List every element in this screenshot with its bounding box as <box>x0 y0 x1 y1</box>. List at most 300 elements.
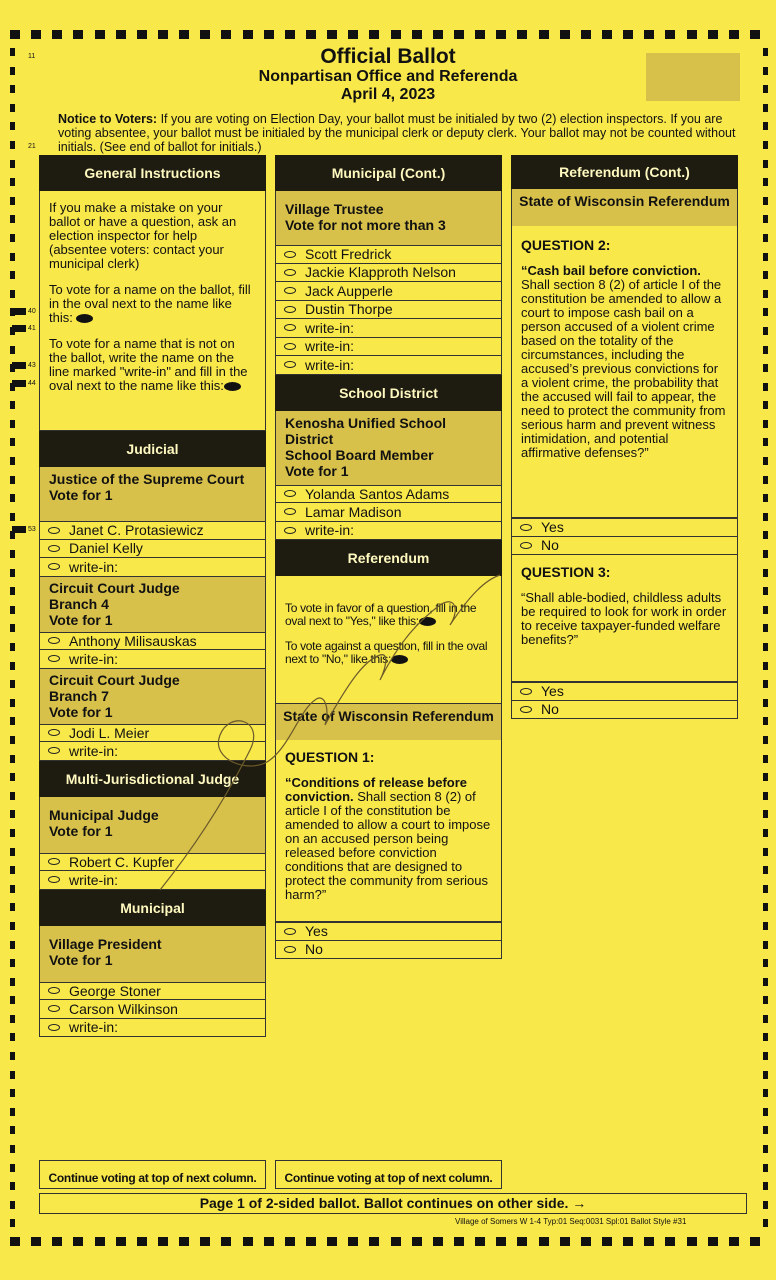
timing-mark <box>763 941 768 949</box>
yes-option[interactable] <box>511 682 738 701</box>
contest-vote-for: Vote for 1 <box>49 487 113 503</box>
oval-icon[interactable] <box>48 858 60 865</box>
timing-mark <box>763 959 768 967</box>
timing-mark <box>10 569 15 577</box>
write-in-option[interactable] <box>39 1019 266 1038</box>
timing-mark <box>763 1201 768 1209</box>
timing-mark <box>10 866 15 874</box>
referendum-state-heading: State of Wisconsin Referendum <box>511 189 738 226</box>
timing-mark <box>10 717 15 725</box>
timing-mark <box>10 1164 15 1172</box>
timing-mark <box>763 1219 768 1227</box>
side-mark <box>12 380 26 387</box>
timing-mark <box>560 1237 570 1246</box>
oval-icon[interactable] <box>284 490 296 497</box>
question-text: Shall section 8 (2) of article I of the constitution be amended to allow a court to impose on an accused person being released before conviction conditions that are designed to protect the community from serious harm?” <box>285 789 491 902</box>
candidate-name: write-in: <box>69 558 119 575</box>
no-option[interactable] <box>275 941 502 960</box>
timing-mark <box>10 587 15 595</box>
candidate-name: Daniel Kelly <box>69 540 143 557</box>
timing-mark <box>10 271 15 279</box>
section-heading: Multi-Jurisdictional Judge <box>39 761 266 797</box>
section-heading: Judicial <box>39 431 266 467</box>
question-text: “Shall able-bodied, childless adults be required to look for work in order to receive taxpayer-funded welfare benefits?” <box>521 590 727 647</box>
timing-mark <box>348 1237 358 1246</box>
timing-mark <box>763 253 768 261</box>
oval-icon[interactable] <box>520 524 532 531</box>
timing-mark <box>433 1237 443 1246</box>
timing-mark <box>763 290 768 298</box>
timing-mark <box>475 1237 485 1246</box>
candidate-name: Carson Wilkinson <box>69 1000 178 1017</box>
oval-icon[interactable] <box>48 876 60 883</box>
timing-mark <box>763 550 768 558</box>
timing-mark <box>763 327 768 335</box>
no-option[interactable] <box>511 537 738 556</box>
timing-mark <box>10 941 15 949</box>
timing-mark <box>644 1237 654 1246</box>
contest-title: Village Trustee <box>285 201 384 217</box>
timing-mark <box>665 30 675 39</box>
page-note: Page 1 of 2-sided ballot. Ballot continues on other side. → <box>39 1193 747 1214</box>
candidate-name: Jack Aupperle <box>305 282 393 299</box>
timing-mark <box>729 30 739 39</box>
contest-header <box>39 467 266 521</box>
timing-mark <box>10 1033 15 1041</box>
timing-mark <box>10 792 15 800</box>
oval-icon[interactable] <box>284 508 296 515</box>
timing-mark <box>763 1033 768 1041</box>
timing-mark <box>763 1164 768 1172</box>
notice-text: If you are voting on Election Day, your ballot must be initialed by two (2) election inspectors. If you are voting absentee, your ballot must be initialed by the municipal clerk or deputy clerk. Your ballot may not be counted without initials. (See end of ballot for initials.) <box>58 112 736 154</box>
timing-mark <box>221 30 231 39</box>
timing-marks-bottom <box>10 1237 760 1246</box>
write-in-option[interactable] <box>39 871 266 890</box>
question-title: QUESTION 3: <box>521 564 611 580</box>
candidate-option[interactable] <box>275 485 502 504</box>
candidate-name: Dustin Thorpe <box>305 301 393 318</box>
timing-marks-left <box>10 48 15 1228</box>
timing-mark <box>73 1237 83 1246</box>
timing-mark <box>158 30 168 39</box>
write-in-option[interactable] <box>39 558 266 577</box>
candidate-option[interactable] <box>275 282 502 301</box>
timing-mark <box>763 104 768 112</box>
timing-mark <box>73 30 83 39</box>
oval-icon[interactable] <box>48 527 60 534</box>
side-mark <box>12 526 26 533</box>
timing-mark <box>10 699 15 707</box>
timing-mark <box>763 271 768 279</box>
column-2 <box>275 155 502 959</box>
write-in-option[interactable] <box>275 356 502 375</box>
timing-mark <box>750 30 760 39</box>
side-number: 44 <box>28 380 36 387</box>
write-in-option[interactable] <box>275 522 502 541</box>
candidate-name: Scott Fredrick <box>305 246 392 263</box>
timing-mark <box>763 810 768 818</box>
timing-mark <box>10 1145 15 1153</box>
timing-mark <box>763 438 768 446</box>
timing-mark <box>10 215 15 223</box>
oval-icon[interactable] <box>520 706 532 713</box>
timing-mark <box>10 160 15 168</box>
timing-mark <box>475 30 485 39</box>
side-number: 53 <box>28 526 36 533</box>
oval-icon[interactable] <box>48 747 60 754</box>
column-1 <box>39 155 266 1037</box>
option-label: Yes <box>541 683 564 700</box>
section-heading: Referendum <box>275 540 502 576</box>
candidate-name: write-in: <box>305 338 355 355</box>
candidate-option[interactable] <box>39 540 266 559</box>
timing-mark <box>763 1089 768 1097</box>
timing-mark <box>10 1182 15 1190</box>
yes-option[interactable] <box>275 922 502 941</box>
timing-mark <box>763 457 768 465</box>
timing-mark <box>10 829 15 837</box>
question-bold: “Conditions of release before conviction. <box>285 775 468 804</box>
yes-option[interactable] <box>511 518 738 537</box>
timing-mark <box>623 30 633 39</box>
timing-mark <box>391 1237 401 1246</box>
timing-mark <box>10 755 15 763</box>
contest-vote-for: Vote for 1 <box>285 462 349 479</box>
question-2-panel <box>511 226 738 518</box>
timing-marks-right <box>763 48 768 1228</box>
timing-mark <box>10 550 15 558</box>
contest-header <box>39 797 266 853</box>
candidate-name: write-in: <box>69 742 119 759</box>
timing-mark <box>763 829 768 837</box>
candidate-option[interactable] <box>39 521 266 540</box>
timing-mark <box>10 1237 20 1246</box>
timing-mark <box>10 122 15 130</box>
candidate-option[interactable] <box>39 724 266 743</box>
timing-mark <box>602 1237 612 1246</box>
question-title: QUESTION 2: <box>521 237 611 253</box>
timing-mark <box>763 160 768 168</box>
candidate-name: write-in: <box>69 1019 119 1036</box>
contest-header <box>275 191 502 245</box>
timing-mark <box>644 30 654 39</box>
oval-icon[interactable] <box>284 306 296 313</box>
timing-mark <box>763 903 768 911</box>
timing-mark <box>10 922 15 930</box>
timing-mark <box>454 30 464 39</box>
timing-mark <box>454 1237 464 1246</box>
timing-mark <box>763 1071 768 1079</box>
timing-mark <box>179 1237 189 1246</box>
timing-mark <box>10 30 20 39</box>
timing-mark <box>285 1237 295 1246</box>
timing-mark <box>496 30 506 39</box>
column-3 <box>511 155 738 719</box>
timing-mark <box>10 197 15 205</box>
timing-mark <box>10 643 15 651</box>
timing-mark <box>285 30 295 39</box>
oval-icon[interactable] <box>520 688 532 695</box>
filled-oval-icon <box>224 382 241 391</box>
oval-icon[interactable] <box>284 251 296 258</box>
contest-vote-for: Vote for 1 <box>49 822 113 839</box>
candidate-name: write-in: <box>305 319 355 336</box>
contest-title: Justice of the Supreme Court <box>49 471 245 487</box>
timing-mark <box>10 810 15 818</box>
timing-mark <box>496 1237 506 1246</box>
timing-mark <box>763 699 768 707</box>
timing-mark <box>95 30 105 39</box>
side-mark <box>12 362 26 369</box>
continue-note: Continue voting at top of next column. <box>275 1160 502 1189</box>
contest-title: Village President <box>49 935 162 952</box>
timing-mark <box>10 978 15 986</box>
timing-mark <box>560 30 570 39</box>
timing-mark <box>665 1237 675 1246</box>
timing-mark <box>10 476 15 484</box>
timing-mark <box>763 476 768 484</box>
oval-icon[interactable] <box>48 729 60 736</box>
candidate-option[interactable] <box>275 264 502 283</box>
timing-mark <box>10 959 15 967</box>
candidate-option[interactable] <box>39 632 266 651</box>
timing-mark <box>10 141 15 149</box>
timing-mark <box>200 30 210 39</box>
timing-mark <box>763 755 768 763</box>
timing-mark <box>539 30 549 39</box>
write-in-option[interactable] <box>275 319 502 338</box>
timing-mark <box>52 30 62 39</box>
contest-title: Circuit Court Judge Branch 7 <box>49 671 180 704</box>
timing-mark <box>179 30 189 39</box>
question-text: Shall section 8 (2) of article I of the constitution be amended to allow a court to impose cash bail on a person accused of a violent crime based on the totality of the circumstances, including the accused’s previous convictions for a violent crime, the probability that the accused will fail to appear, the need to protect the community from serious harm and prevent witness intimidation, and potential affirmative defenses?” <box>521 277 726 460</box>
ballot-title: Official Ballot <box>320 45 456 68</box>
timing-mark <box>763 494 768 502</box>
oval-icon[interactable] <box>520 542 532 549</box>
timing-mark <box>10 1219 15 1227</box>
timing-mark <box>52 1237 62 1246</box>
timing-mark <box>10 438 15 446</box>
timing-mark <box>10 346 15 354</box>
filled-oval-icon <box>391 655 408 664</box>
candidate-name: Jodi L. Meier <box>69 724 150 741</box>
timing-mark <box>10 494 15 502</box>
notice-lead: Notice to Voters: <box>58 112 158 126</box>
filled-oval-icon <box>419 617 436 626</box>
oval-icon[interactable] <box>48 545 60 552</box>
candidate-option[interactable] <box>39 1000 266 1019</box>
timing-mark <box>10 104 15 112</box>
timing-mark <box>763 141 768 149</box>
option-label: No <box>305 941 323 958</box>
timing-mark <box>10 1089 15 1097</box>
side-mark <box>12 325 26 332</box>
option-label: No <box>541 701 559 718</box>
timing-mark <box>158 1237 168 1246</box>
side-mark <box>12 308 26 315</box>
oval-icon[interactable] <box>48 637 60 644</box>
instruction-text: If you make a mistake on your ballot or have a question, ask an election inspector for help (absentee voters: contact your municipal clerk) <box>49 200 237 271</box>
oval-icon[interactable] <box>48 655 60 662</box>
timing-mark <box>10 885 15 893</box>
timing-mark <box>31 1237 41 1246</box>
contest-vote-for: Vote for not more than 3 <box>285 217 446 233</box>
write-in-option[interactable] <box>39 650 266 669</box>
write-in-option[interactable] <box>39 742 266 761</box>
no-option[interactable] <box>511 701 738 720</box>
timing-mark <box>10 773 15 781</box>
timing-mark <box>10 848 15 856</box>
timing-mark <box>327 30 337 39</box>
oval-icon[interactable] <box>48 1005 60 1012</box>
candidate-option[interactable] <box>39 853 266 872</box>
timing-mark <box>763 178 768 186</box>
instruction-text: To vote for a name on the ballot, fill in the oval next to the name like this: <box>49 282 251 325</box>
timing-mark <box>10 903 15 911</box>
timing-mark <box>10 1201 15 1209</box>
timing-mark <box>729 1237 739 1246</box>
timing-mark <box>687 30 697 39</box>
oval-icon[interactable] <box>48 1024 60 1031</box>
timing-mark <box>763 346 768 354</box>
timing-mark <box>763 773 768 781</box>
write-in-option[interactable] <box>275 338 502 357</box>
contest-title: Kenosha Unified School District <box>285 414 447 447</box>
timing-mark <box>763 643 768 651</box>
section-heading: School District <box>275 375 502 411</box>
timing-mark <box>750 1237 760 1246</box>
timing-mark <box>412 30 422 39</box>
timing-mark <box>581 30 591 39</box>
timing-mark <box>763 996 768 1004</box>
oval-icon[interactable] <box>284 527 296 534</box>
timing-mark <box>10 420 15 428</box>
timing-mark <box>763 531 768 539</box>
timing-mark <box>327 1237 337 1246</box>
timing-mark <box>116 1237 126 1246</box>
candidate-name: Lamar Madison <box>305 503 402 520</box>
timing-mark <box>391 30 401 39</box>
timing-mark <box>137 1237 147 1246</box>
candidate-option[interactable] <box>275 503 502 522</box>
question-3-panel <box>511 555 738 682</box>
ballot-date: April 4, 2023 <box>340 86 436 103</box>
candidate-name: Jackie Klapproth Nelson <box>305 264 456 281</box>
timing-mark <box>763 1108 768 1116</box>
timing-mark <box>306 1237 316 1246</box>
timing-mark <box>763 197 768 205</box>
referendum-state-heading: State of Wisconsin Referendum <box>275 704 502 740</box>
timing-mark <box>763 624 768 632</box>
timing-mark <box>581 1237 591 1246</box>
timing-mark <box>763 1182 768 1190</box>
contest-header <box>39 577 266 632</box>
timing-mark <box>763 848 768 856</box>
timing-mark <box>10 662 15 670</box>
oval-icon[interactable] <box>284 946 296 953</box>
timing-mark <box>763 978 768 986</box>
option-label: Yes <box>305 923 328 940</box>
ballot-footer: Village of Somers W 1-4 Typ:01 Seq:0031 Spl:01 Ballot Style #31 <box>455 1217 687 1226</box>
timing-mark <box>763 606 768 614</box>
oval-icon[interactable] <box>284 269 296 276</box>
oval-icon[interactable] <box>284 343 296 350</box>
option-label: No <box>541 537 559 554</box>
timing-mark <box>10 457 15 465</box>
timing-mark <box>221 1237 231 1246</box>
timing-mark <box>763 736 768 744</box>
contest-subtitle: School Board Member <box>285 446 434 463</box>
side-number: 41 <box>28 325 36 332</box>
timing-mark <box>264 30 274 39</box>
candidate-name: George Stoner <box>69 982 161 999</box>
timing-mark <box>116 30 126 39</box>
continue-note: Continue voting at top of next column. <box>39 1160 266 1189</box>
candidate-option[interactable] <box>275 245 502 264</box>
contest-header <box>39 926 266 982</box>
timing-mark <box>763 420 768 428</box>
oval-icon[interactable] <box>284 361 296 368</box>
timing-mark <box>763 792 768 800</box>
oval-icon[interactable] <box>284 287 296 294</box>
timing-mark <box>137 30 147 39</box>
candidate-name: write-in: <box>305 356 355 373</box>
candidate-name: Anthony Milisauskas <box>69 632 197 649</box>
oval-icon[interactable] <box>284 928 296 935</box>
oval-icon[interactable] <box>48 987 60 994</box>
timing-mark <box>763 866 768 874</box>
candidate-name: Robert C. Kupfer <box>69 853 175 870</box>
section-heading: Referendum (Cont.) <box>511 155 738 189</box>
instructions-panel <box>39 191 266 431</box>
oval-icon[interactable] <box>48 563 60 570</box>
contest-vote-for: Vote for 1 <box>49 951 113 968</box>
timing-mark <box>348 30 358 39</box>
candidate-name: write-in: <box>305 522 355 539</box>
timing-mark <box>10 1052 15 1060</box>
candidate-option[interactable] <box>39 982 266 1001</box>
timing-mark <box>412 1237 422 1246</box>
timing-marks-top <box>10 30 760 39</box>
candidate-option[interactable] <box>275 301 502 320</box>
section-heading: General Instructions <box>39 155 266 191</box>
timing-mark <box>306 30 316 39</box>
timing-mark <box>763 215 768 223</box>
timing-mark <box>763 234 768 242</box>
timing-mark <box>243 30 253 39</box>
side-number: 43 <box>28 362 36 369</box>
instruction-text: To vote in favor of a question, fill in the oval next to "Yes," like this: <box>285 601 477 628</box>
timing-mark <box>763 308 768 316</box>
timing-mark <box>10 290 15 298</box>
candidate-name: write-in: <box>69 871 119 888</box>
timing-mark <box>623 1237 633 1246</box>
timing-mark <box>10 606 15 614</box>
contest-header <box>39 669 266 724</box>
timing-mark <box>433 30 443 39</box>
initials-box <box>646 53 740 101</box>
timing-mark <box>763 587 768 595</box>
candidate-name: write-in: <box>69 650 119 667</box>
contest-vote-for: Vote for 1 <box>49 611 113 628</box>
oval-icon[interactable] <box>284 324 296 331</box>
timing-mark <box>10 736 15 744</box>
filled-oval-icon <box>76 314 93 323</box>
timing-mark <box>10 1071 15 1079</box>
referendum-instructions <box>275 576 502 704</box>
timing-mark <box>10 253 15 261</box>
timing-mark <box>763 513 768 521</box>
